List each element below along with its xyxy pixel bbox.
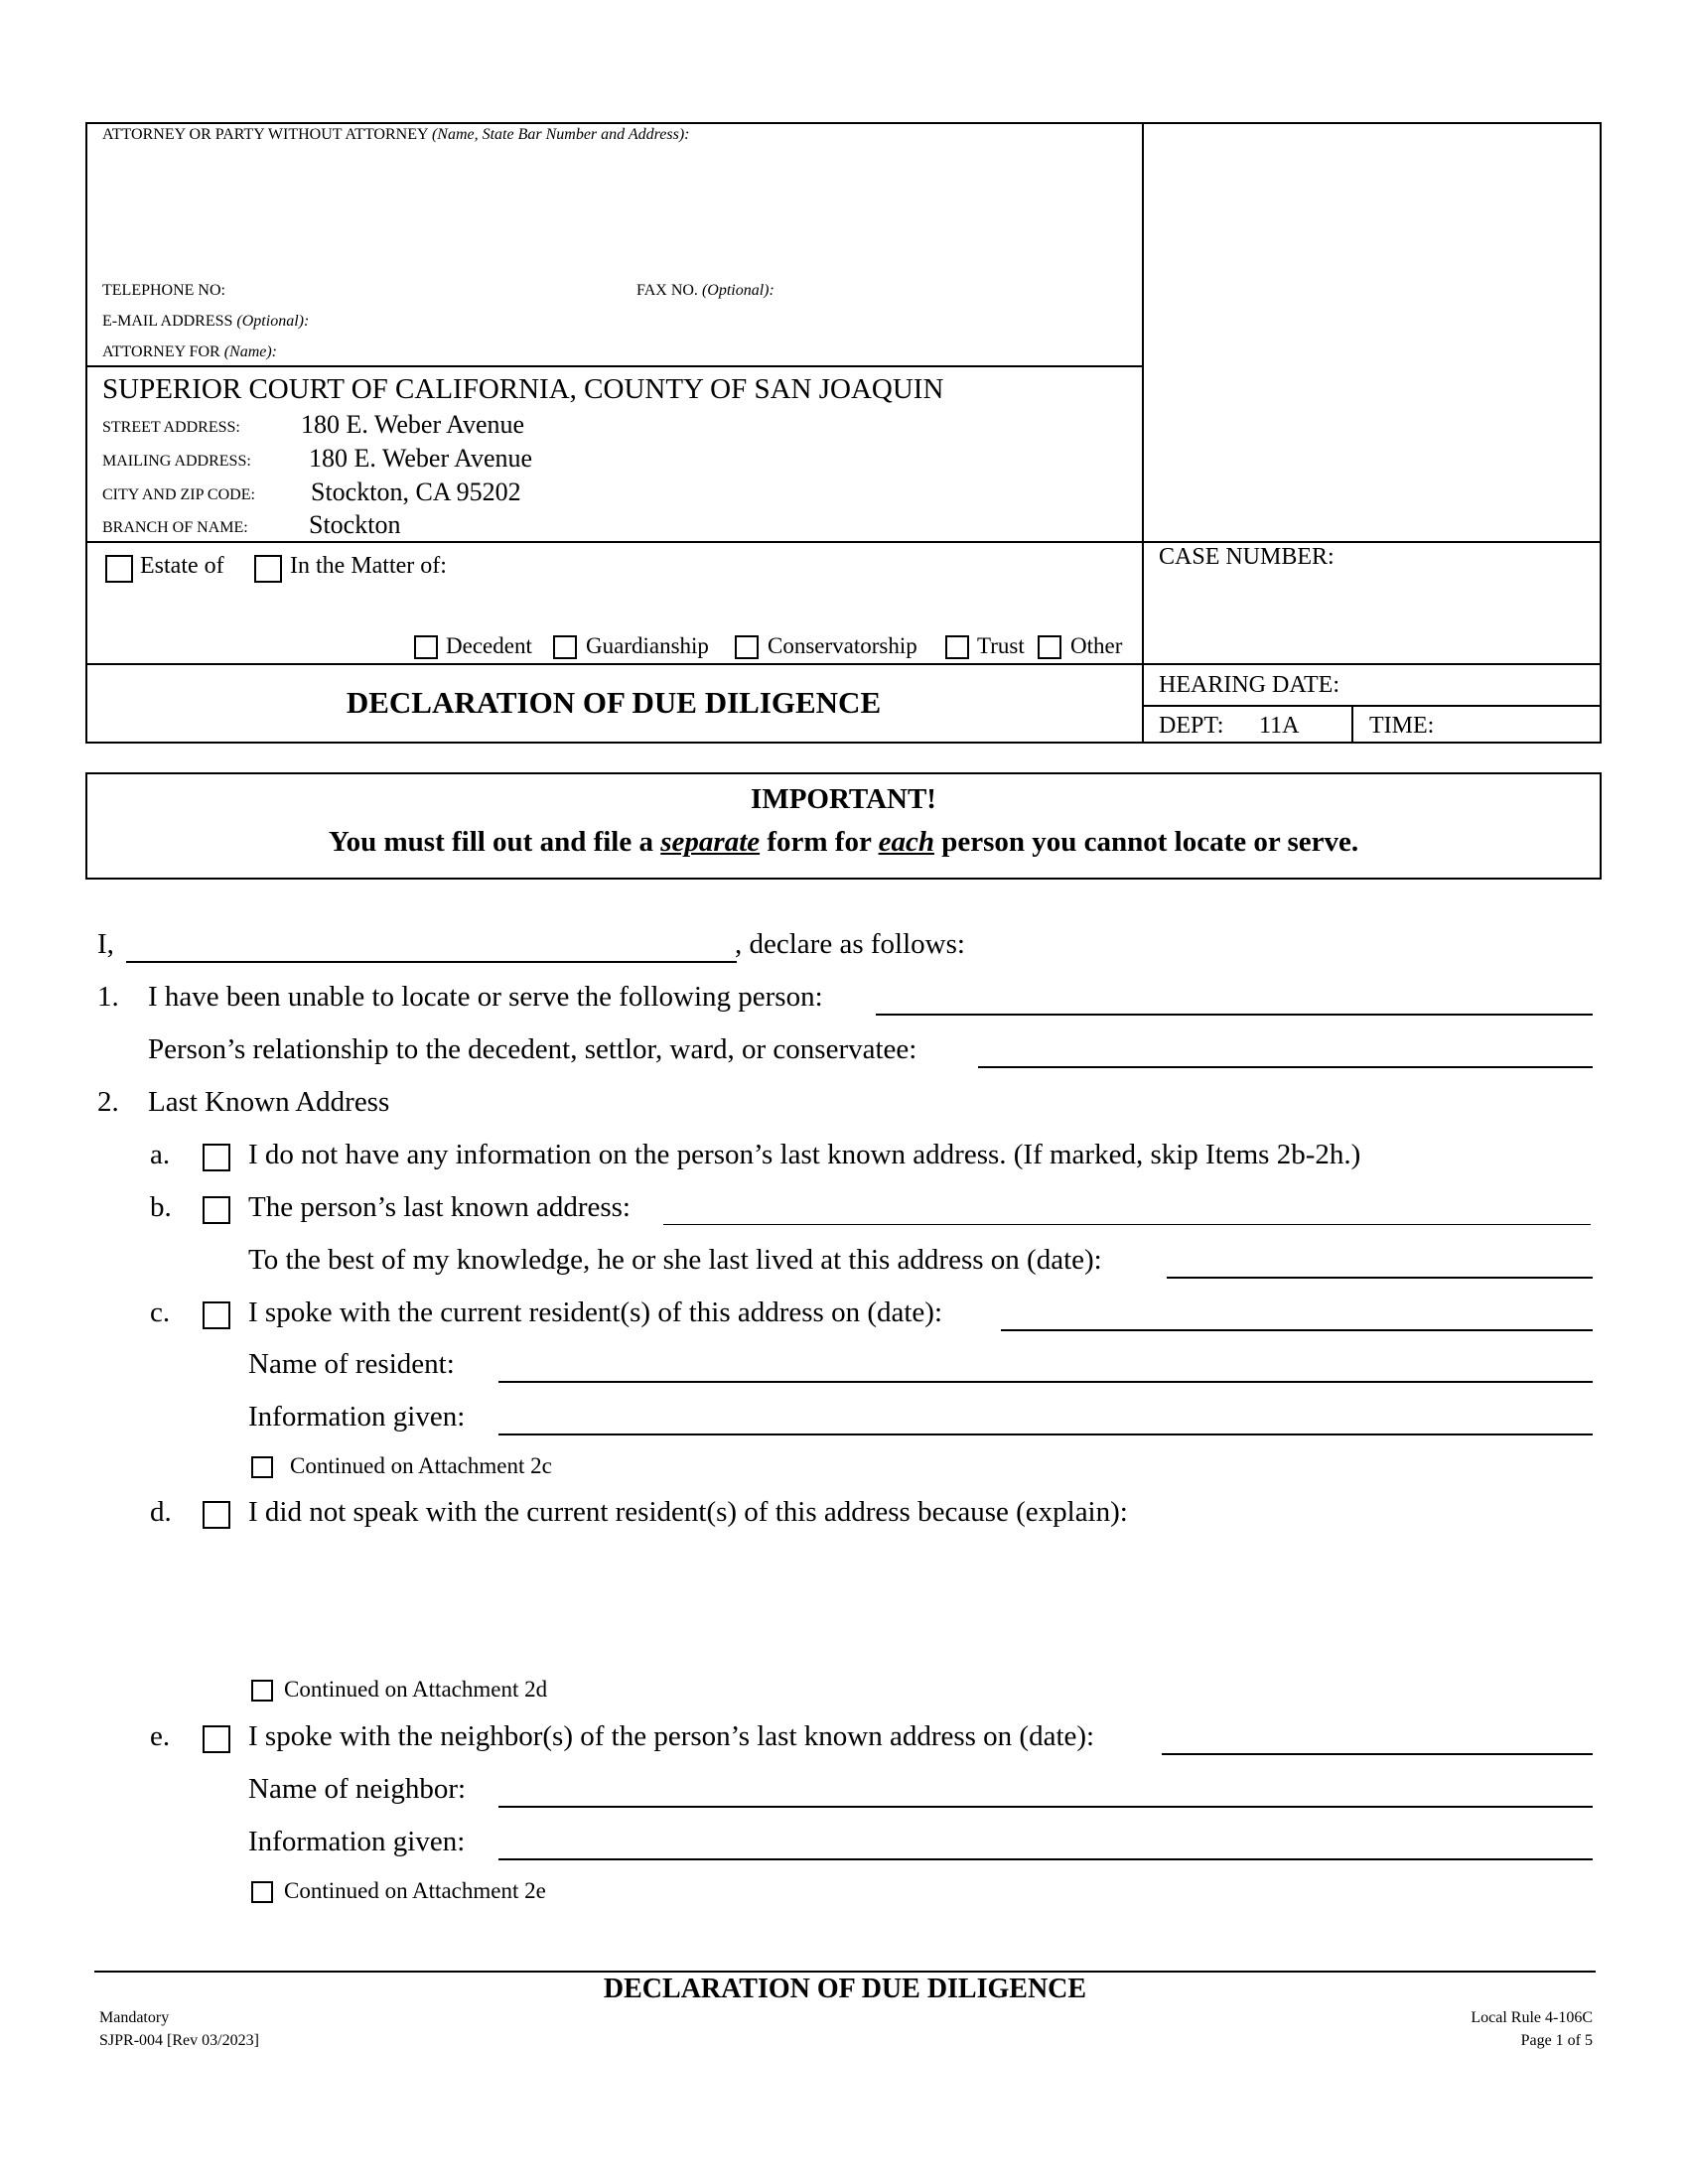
item2d-checkbox[interactable] — [203, 1501, 230, 1529]
other-label: Other — [1070, 633, 1123, 658]
person-name-field[interactable] — [876, 1014, 1593, 1016]
declarant-name-field[interactable] — [126, 961, 737, 963]
telephone-label: TELEPHONE NO: — [102, 282, 225, 299]
street-address-value: 180 E. Weber Avenue — [301, 410, 525, 439]
neighbor-name-field[interactable] — [498, 1806, 1593, 1808]
guardianship-checkbox[interactable] — [553, 635, 577, 659]
item2b-date-label: To the best of my knowledge, he or she last lived at this address on (date): — [248, 1244, 1102, 1276]
important-heading: IMPORTANT! — [751, 783, 936, 815]
footer-page-number: Page 1 of 5 — [1520, 2032, 1593, 2049]
street-address-label: STREET ADDRESS: — [102, 419, 240, 436]
declarant-prefix: I, — [97, 928, 114, 960]
attorney-input-area[interactable] — [99, 149, 1132, 278]
clerk-stamp-area — [1147, 127, 1596, 536]
item2-number: 2. — [97, 1086, 119, 1118]
item1-text: I have been unable to locate or serve the following person: — [148, 981, 823, 1013]
footer-rule — [94, 1971, 1596, 1973]
form-title: DECLARATION OF DUE DILIGENCE — [346, 685, 882, 720]
resident-spoke-date-field[interactable] — [1001, 1329, 1593, 1331]
separate-emphasis: separate — [660, 826, 761, 858]
neighbor-spoke-date-field[interactable] — [1162, 1753, 1593, 1755]
item1-number: 1. — [97, 981, 119, 1013]
email-label: E-MAIL ADDRESS (Optional): — [102, 313, 310, 330]
conservatorship-checkbox[interactable] — [735, 635, 759, 659]
caption-line-matter-bottom — [85, 663, 1602, 665]
continued-2d-label: Continued on Attachment 2d — [284, 1677, 548, 1702]
footer-local-rule: Local Rule 4-106C — [1471, 2009, 1593, 2026]
relationship-field[interactable] — [978, 1066, 1593, 1068]
important-text: You must fill out and file a separate form for each person you cannot locate or serve. — [328, 826, 1359, 858]
dept-label: DEPT: — [1159, 713, 1224, 739]
item2a-letter: a. — [150, 1139, 171, 1170]
continued-2e-label: Continued on Attachment 2e — [284, 1878, 546, 1903]
resident-info-field[interactable] — [498, 1433, 1593, 1435]
caption-line-attorney-bottom — [85, 365, 1142, 367]
item2d-explain-area[interactable] — [248, 1539, 1593, 1668]
item2d-text: I did not speak with the current resident(s) of this address because (explain): — [248, 1496, 1128, 1528]
continued-2c-label: Continued on Attachment 2c — [290, 1453, 552, 1478]
item2c-checkbox[interactable] — [203, 1301, 230, 1329]
resident-info-label: Information given: — [248, 1401, 466, 1433]
last-known-address-field[interactable] — [663, 1224, 1591, 1225]
city-zip-label: CITY AND ZIP CODE: — [102, 486, 255, 503]
item2c-text: I spoke with the current resident(s) of this address on (date): — [248, 1297, 943, 1328]
court-name: SUPERIOR COURT OF CALIFORNIA, COUNTY OF SAN JOAQUIN — [102, 373, 944, 405]
hearing-date-label: HEARING DATE: — [1159, 672, 1339, 698]
branch-name-label: BRANCH OF NAME: — [102, 519, 248, 536]
trust-label: Trust — [977, 633, 1025, 658]
each-emphasis: each — [878, 826, 934, 858]
continued-2e-checkbox[interactable] — [251, 1881, 273, 1903]
branch-name-value: Stockton — [309, 510, 401, 539]
mailing-address-label: MAILING ADDRESS: — [102, 453, 251, 470]
other-checkbox[interactable] — [1038, 635, 1061, 659]
footer-mandatory: Mandatory — [99, 2009, 170, 2026]
attorney-for-label: ATTORNEY FOR (Name): — [102, 343, 277, 360]
item2e-checkbox[interactable] — [203, 1725, 230, 1753]
neighbor-info-field[interactable] — [498, 1858, 1593, 1860]
resident-name-label: Name of resident: — [248, 1348, 455, 1380]
relationship-label: Person’s relationship to the decedent, settlor, ward, or conservatee: — [148, 1033, 917, 1065]
decedent-label: Decedent — [446, 633, 532, 658]
attorney-label: ATTORNEY OR PARTY WITHOUT ATTORNEY (Name, State Bar Number and Address): — [102, 126, 690, 143]
fax-label: FAX NO. (Optional): — [636, 282, 774, 299]
decedent-checkbox[interactable] — [414, 635, 438, 659]
item2e-letter: e. — [150, 1720, 171, 1752]
item2-heading: Last Known Address — [148, 1086, 390, 1118]
caption-line-court-bottom — [85, 541, 1602, 543]
item2c-letter: c. — [150, 1297, 171, 1328]
item2e-text: I spoke with the neighbor(s) of the person’s last known address on (date): — [248, 1720, 1095, 1752]
footer-title: DECLARATION OF DUE DILIGENCE — [603, 1974, 1087, 2004]
city-zip-value: Stockton, CA 95202 — [311, 478, 521, 506]
item2d-letter: d. — [150, 1496, 172, 1528]
caption-line-hearing-bottom — [1142, 705, 1602, 707]
guardianship-label: Guardianship — [586, 633, 709, 658]
dept-value: 11A — [1259, 713, 1300, 739]
estate-of-label: Estate of — [140, 553, 224, 579]
neighbor-name-label: Name of neighbor: — [248, 1773, 467, 1805]
item2a-checkbox[interactable] — [203, 1144, 230, 1171]
in-matter-of-label: In the Matter of: — [290, 553, 447, 579]
estate-of-checkbox[interactable] — [105, 555, 133, 583]
item2b-text: The person’s last known address: — [248, 1191, 631, 1223]
conservatorship-label: Conservatorship — [768, 633, 917, 658]
caption-divider-vertical — [1142, 122, 1144, 744]
declarant-suffix: , declare as follows: — [735, 928, 965, 960]
in-matter-of-checkbox[interactable] — [254, 555, 282, 583]
trust-checkbox[interactable] — [945, 635, 969, 659]
time-label: TIME: — [1369, 713, 1435, 739]
item2b-letter: b. — [150, 1191, 172, 1223]
caption-dept-time-divider — [1351, 705, 1353, 744]
mailing-address-value: 180 E. Weber Avenue — [309, 444, 533, 473]
continued-2c-checkbox[interactable] — [251, 1456, 273, 1478]
footer-form-number: SJPR-004 [Rev 03/2023] — [99, 2032, 259, 2049]
continued-2d-checkbox[interactable] — [251, 1680, 273, 1702]
neighbor-info-label: Information given: — [248, 1826, 466, 1857]
item2a-text: I do not have any information on the person’s last known address. (If marked, skip Items 2b-2h.) — [248, 1139, 1361, 1170]
item2b-checkbox[interactable] — [203, 1196, 230, 1224]
last-lived-date-field[interactable] — [1167, 1277, 1593, 1279]
case-number-label: CASE NUMBER: — [1159, 544, 1335, 570]
resident-name-field[interactable] — [498, 1381, 1593, 1383]
